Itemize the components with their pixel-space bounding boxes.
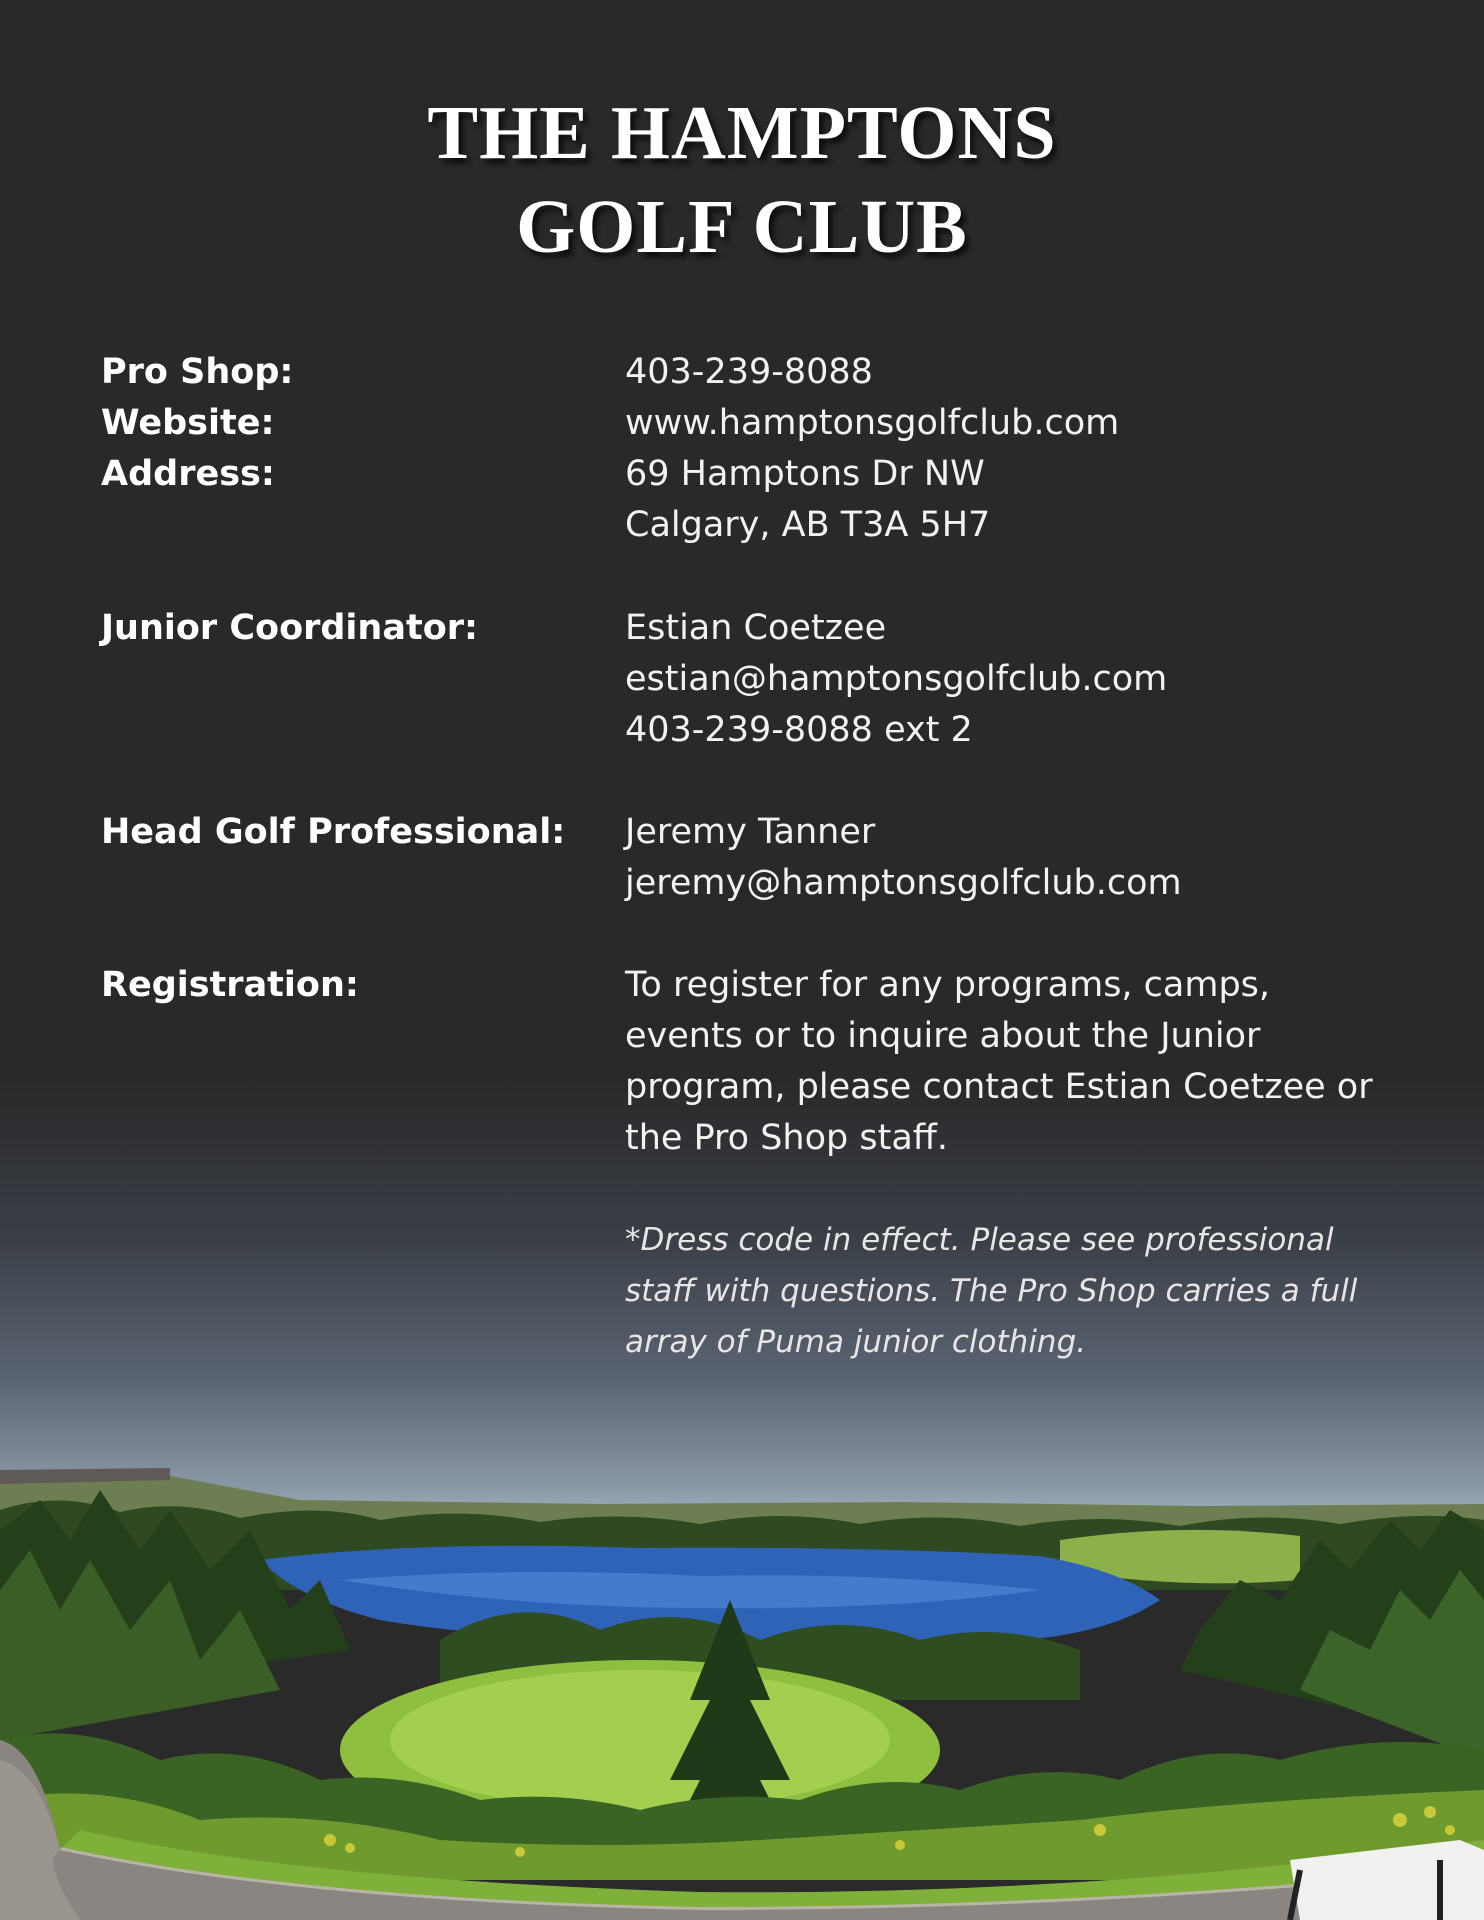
title-line-1: THE HAMPTONS — [427, 91, 1057, 175]
page-title — [0, 86, 1484, 274]
junior-coordinator-phone: 403-239-8088 ext 2 — [625, 710, 973, 750]
title-line-2: GOLF CLUB — [516, 185, 968, 269]
head-pro-label: Head Golf Professional: — [101, 812, 566, 852]
pro-shop-label: Pro Shop: — [101, 352, 294, 392]
registration-text: To register for any programs, camps, events or to inquire about the Junior program, please contact Estian Coetzee or the Pro Shop staff. — [625, 965, 1373, 1158]
junior-coordinator-email[interactable]: estian@hamptonsgolfclub.com — [625, 659, 1168, 699]
address-label: Address: — [101, 454, 275, 494]
junior-coordinator-name: Estian Coetzee — [625, 608, 887, 648]
address-line-1: 69 Hamptons Dr NW — [625, 454, 985, 494]
junior-coordinator-label: Junior Coordinator: — [101, 608, 479, 648]
website-link[interactable]: www.hamptonsgolfclub.com — [625, 403, 1120, 443]
address-line-2: Calgary, AB T3A 5H7 — [625, 505, 991, 545]
registration-label: Registration: — [101, 965, 359, 1005]
head-pro-email[interactable]: jeremy@hamptonsgolfclub.com — [625, 863, 1182, 903]
pro-shop-phone: 403-239-8088 — [625, 352, 873, 392]
head-pro-name: Jeremy Tanner — [625, 812, 876, 852]
dress-code-note: *Dress code in effect. Please see professional staff with questions. The Pro Shop carries a full array of Puma junior clothing. — [625, 1222, 1358, 1360]
golf-course-photo — [0, 1440, 1484, 1920]
website-label: Website: — [101, 403, 275, 443]
